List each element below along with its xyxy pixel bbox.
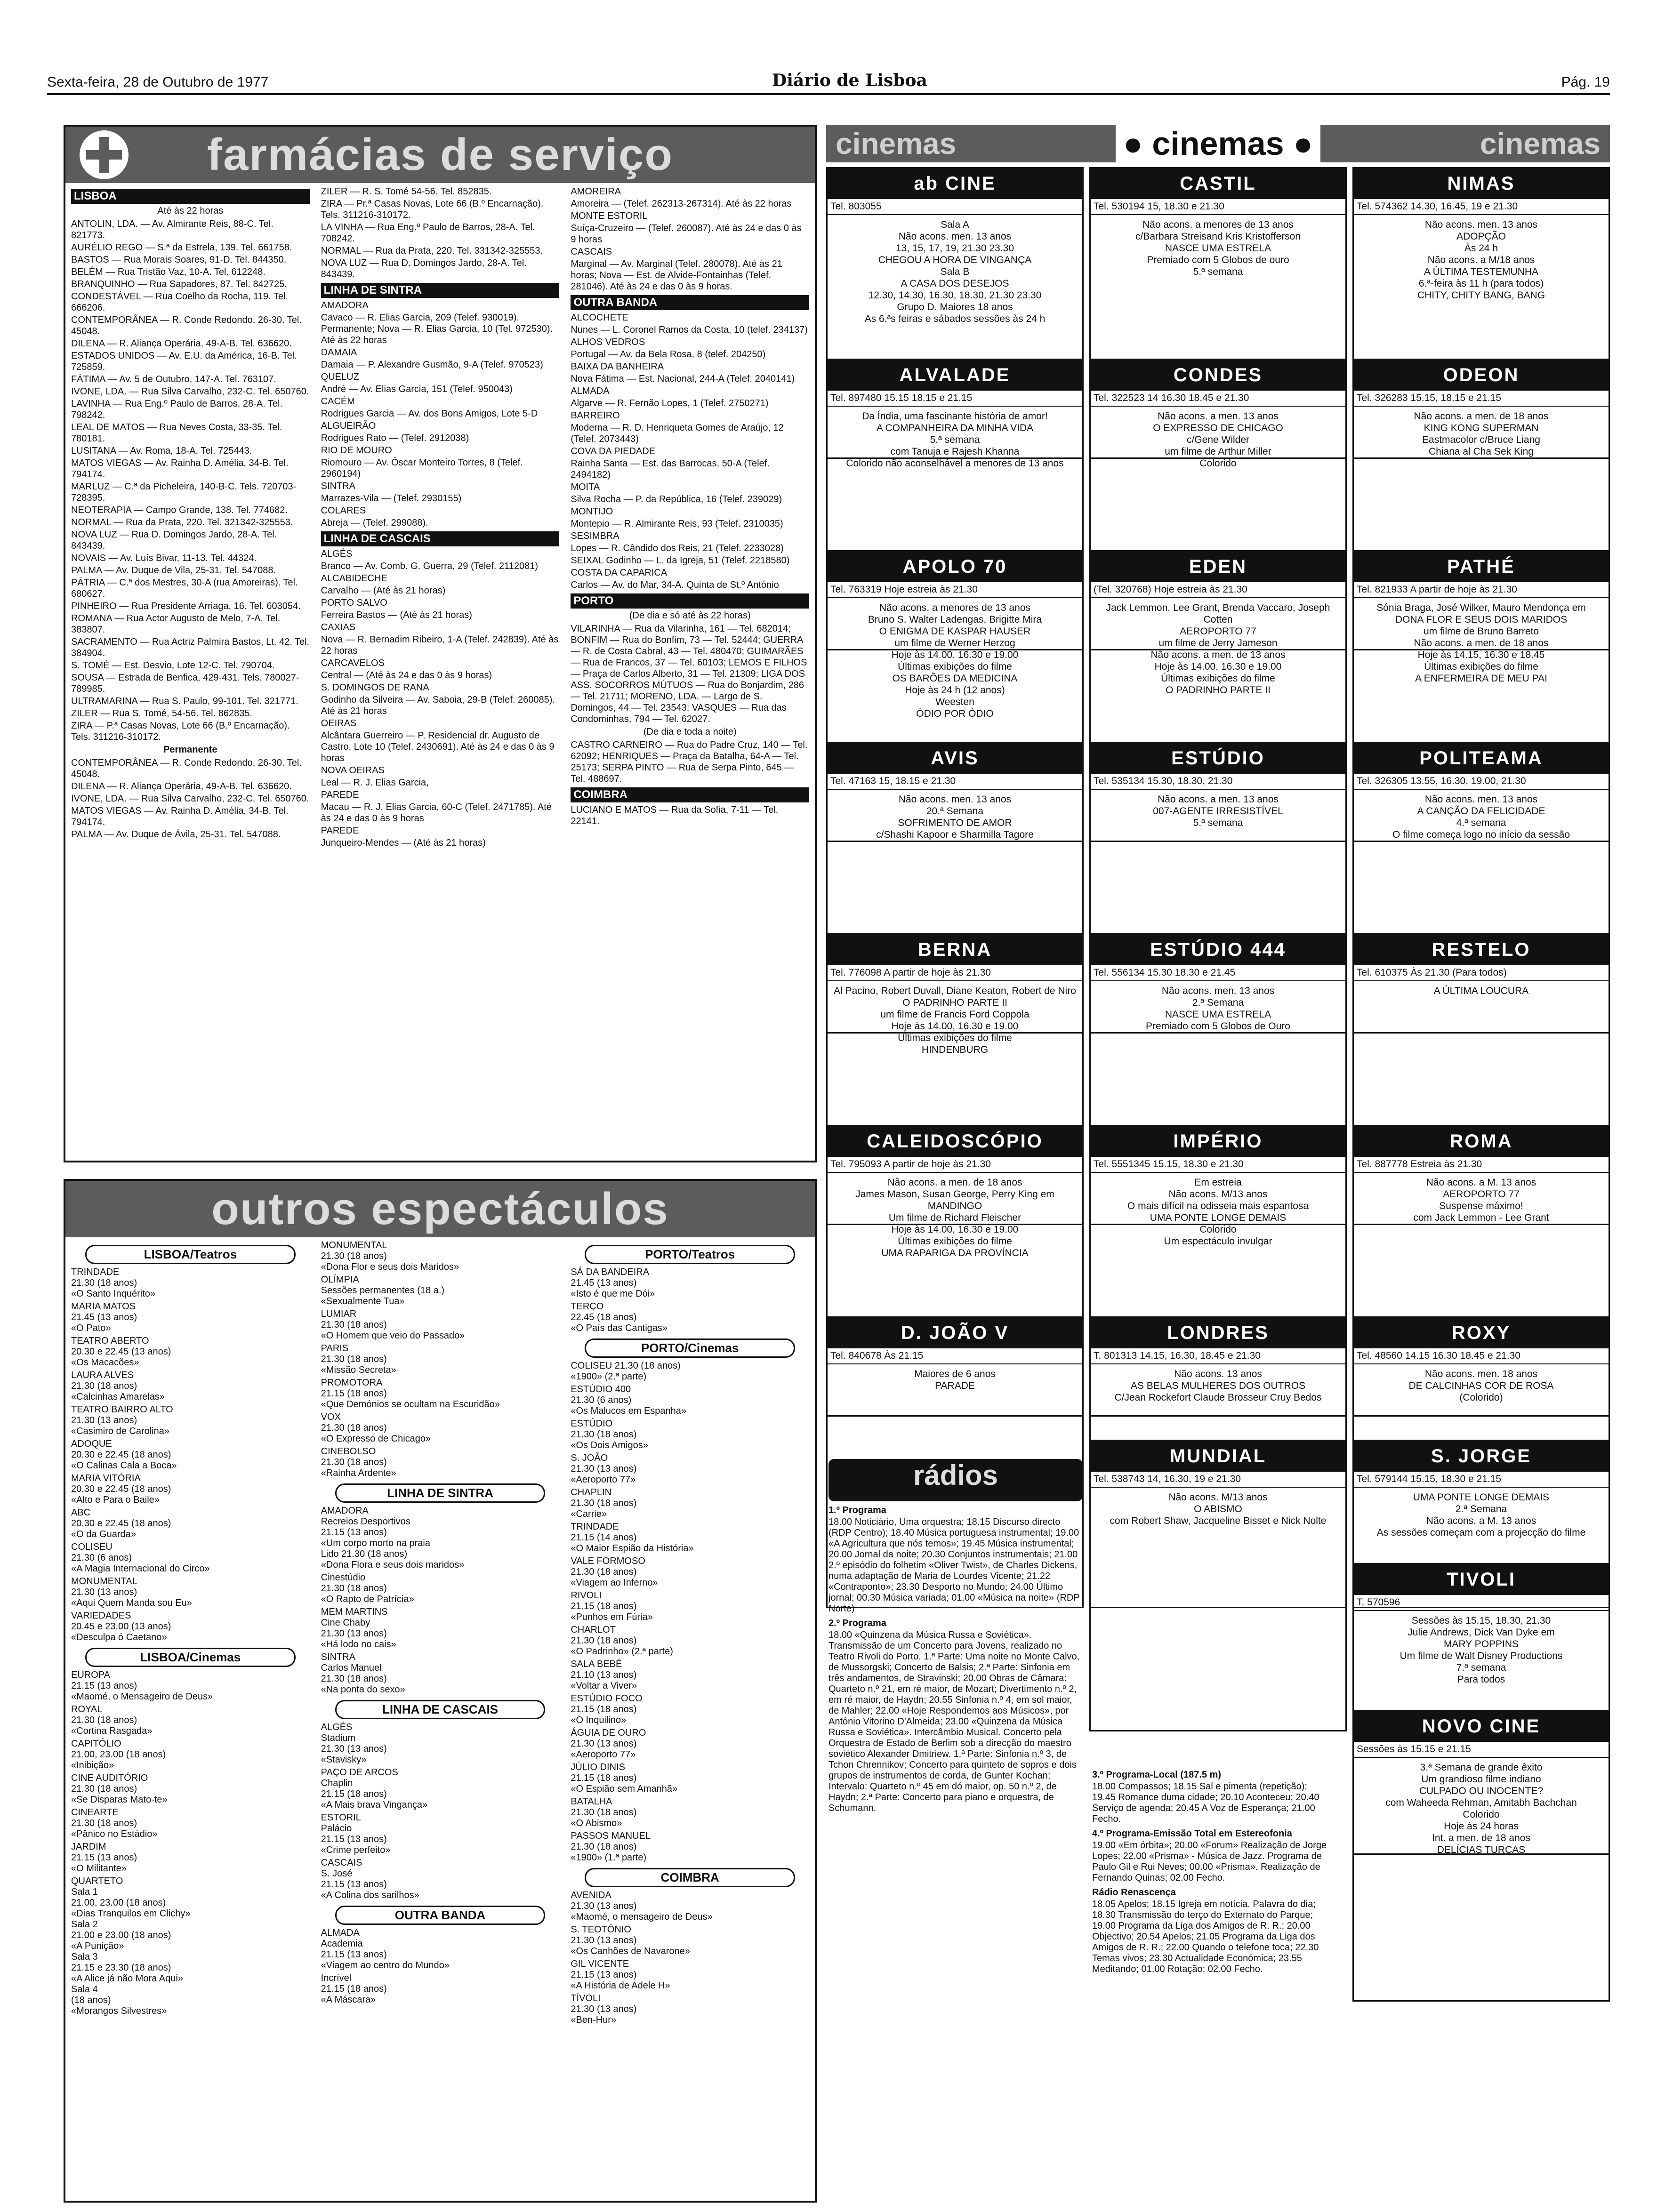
- pharmacy-entry: Moderna — R. D. Henriqueta Gomes de Araújo, 12 (Telef. 2073443): [571, 423, 784, 444]
- lisboa-teatros-heading: LISBOA/Teatros: [85, 1245, 296, 1264]
- cinema-name: ROMA: [1354, 1126, 1609, 1157]
- pharmacy-entry: DILENA — R. Aliança Operária, 49-A-B. Tel. 636620.: [71, 338, 292, 349]
- cinema-tel: T. 570596: [1354, 1595, 1609, 1611]
- porto-list: VILARINHA — Rua da Vilarinha, 161 — Tel. 682014; BONFIM — Rua do Bonfim, 73 — Tel. 52444; GUERRA — R. de Costa Cabral, 43 — Tel. 480470; GUIMARÃES — Rua de Francos, 37 — Tel. 60103; LEMOS E FILHOS — Praça de Carlos Alberto, 31 — Tel. 21309; LIGA DOS ASS. SOCORROS MÚTUOS — Rua do Bonjardim, 286 — Tel. 21711; MORENO, LDA. — Largo de S. Domingos, 44 — Tel. 23543; VASQUES — Rua das Condominhas, 794 — Tel. 62027.: [571, 624, 807, 724]
- radio-p5-heading: Rádio Renascença: [1092, 1887, 1176, 1898]
- porto-subtitle: (De dia e só até às 22 horas): [629, 610, 751, 621]
- shows-section: [64, 1179, 817, 2203]
- show-entry: TEATRO ABERTO 20.30 e 22.45 (13 anos) «Os Macacões»: [71, 1336, 171, 1368]
- show-entry: TRINDADE 21.30 (18 anos) «O Santo Inquérito»: [71, 1267, 156, 1299]
- pharmacies-col-2: [315, 183, 565, 852]
- cinema-program: Não acons. men. 13 anos A CANÇÃO DA FELICIDADE 4.ª semana O filme começa logo no início da sessão: [1392, 794, 1570, 840]
- pharmacy-entry: Nova Fátima — Est. Nacional, 244-A (Telef. 2040141): [571, 374, 795, 384]
- cinema-name: D. JOÃO V: [828, 1318, 1082, 1348]
- show-entry: ESTÚDIO FOCO 21.15 (18 anos) «O Inquilino»: [571, 1693, 643, 1725]
- cinema-program: Em estreia Não acons. M/13 anos O mais difícil na odisseia mais espantosa UMA PONTE LONGE DEMAIS Colorido Um espectáculo invulgar: [1127, 1177, 1309, 1247]
- cinema-name: S. JORGE: [1354, 1441, 1609, 1472]
- cinema-program: Não acons. men. 18 anos DE CALCINHAS COR DE ROSA (Colorido): [1408, 1369, 1554, 1403]
- cinema-tel: Tel. 5551345 15.15, 18.30 e 21.30: [1091, 1157, 1345, 1173]
- show-entry: OLÍMPIA Sessões permanentes (18 a.) «Sexualmente Tua»: [321, 1274, 445, 1306]
- show-entry: JARDIM 21.15 (13 anos) «O Militante»: [71, 1842, 137, 1874]
- cinema-name: ODEON: [1354, 360, 1609, 391]
- shows-banda-heading: OUTRA BANDA: [335, 1906, 546, 1925]
- cinema-name: RESTELO: [1354, 935, 1609, 965]
- show-entry: MARIA MATOS 21.45 (13 anos) «O Pato»: [71, 1301, 137, 1333]
- pharmacy-entry: PAREDE: [321, 825, 359, 836]
- pharmacy-entry: DAMAIA: [321, 347, 357, 358]
- show-entry: SINTRA Carlos Manuel 21.30 (18 anos) «Na ponta do sexo»: [321, 1652, 405, 1695]
- cinemas-banner-left: cinemas: [836, 127, 957, 160]
- pharmacy-entry: PÁTRIA — C.ª dos Mestres, 30-A (rua Amoreiras). Tel. 680627.: [71, 577, 298, 599]
- cinema-tel: Sessões às 15.15 e 21.15: [1354, 1742, 1609, 1758]
- pharmacy-entry: SEIXAL Godinho — L. da Igreja, 51 (Telef. 2218580): [571, 555, 790, 566]
- cinema-tel: Tel. 322523 14 16.30 18.45 e 21.30: [1091, 391, 1345, 407]
- show-entry: CHARLOT 21.30 (18 anos) «O Padrinho» (2.ª parte): [571, 1625, 673, 1657]
- pharmacy-entry: Portugal — Av. da Bela Rosa, 8 (telef. 204250): [571, 349, 766, 360]
- pharmacy-entry: BRANQUINHO — Rua Sapadores, 87. Tel. 842725.: [71, 279, 287, 289]
- porto-heading: PORTO: [571, 593, 809, 609]
- pharmacy-entry: Marginal — Av. Marginal (Telef. 280078). Até às 21 horas; Nova — Est. de Alvide-Fontainhas (Telef. 281046). Até às 24 e das 0 às 9 horas.: [571, 259, 782, 292]
- lisboa-cinemas-heading: LISBOA/Cinemas: [85, 1648, 296, 1667]
- pharmacy-entry: ALHOS VEDROS: [571, 337, 645, 347]
- cinema-program: Da Índia, uma fascinante história de amor! A COMPANHEIRA DA MINHA VIDA 5.ª semana com Tanuja e Rajesh Khanna Colorido não aconselhável a menores de 13 anos: [846, 411, 1064, 469]
- pharmacy-entry: ALGUEIRÃO: [321, 421, 376, 431]
- show-entry: ÁGUIA DE OURO 21.30 (13 anos) «Aeroporto 77»: [571, 1728, 646, 1760]
- cinema-name: ESTÚDIO: [1091, 743, 1345, 774]
- pharmacy-entry: QUELUZ: [321, 372, 359, 382]
- radio-p4: 19.00 «Em órbita»; 20.00 «Forum» Realização de Jorge Lopes; 22.00 «Prisma» - Música de Jazz. Programa de Paulo Gil e Rui Neves; 00.00 «Prisma». Realização de Fernando Quinas; 02.00 Fecho.: [1092, 1840, 1327, 1883]
- show-entry: CINEBOLSO 21.30 (18 anos) «Rainha Ardente»: [321, 1446, 396, 1478]
- show-entry: TÍVOLI 21.30 (13 anos) «Ben-Hur»: [571, 1993, 637, 2025]
- pharmacy-entry: CASCAIS: [571, 247, 612, 257]
- pharmacy-entry: Marrazes-Vila — (Telef. 2930155): [321, 493, 462, 504]
- pharmacy-entry: CONTEMPORÂNEA — R. Conde Redondo, 26-30. Tel. 45048.: [71, 315, 302, 337]
- pharmacy-entry: Algarve — R. Fernão Lopes, 1 (Telef. 2750271): [571, 398, 769, 409]
- cinema-program: Não acons. M/13 anos O ABISMO com Robert Shaw, Jacqueline Bisset e Nick Nolte: [1110, 1492, 1327, 1526]
- show-entry: CASCAIS S. José 21.15 (13 anos) «A Colina dos sarilhos»: [321, 1858, 419, 1900]
- show-entry: PARIS 21.30 (18 anos) «Missão Secreta»: [321, 1343, 396, 1375]
- show-entry: RIVOLI 21.15 (18 anos) «Punhos em Fúria»: [571, 1590, 653, 1622]
- cinema-program: Não acons. men. 13 anos 2.ª Semana NASCE UMA ESTRELA Premiado com 5 Globos de Ouro: [1146, 986, 1290, 1032]
- pharmacy-entry: Rodrigues Rato — (Telef. 2912038): [321, 433, 469, 443]
- radio-section: [828, 1459, 1083, 2203]
- pharmacy-entry: IVONE, LDA. — Rua Silva Carvalho, 232-C. Tel. 650760.: [71, 386, 309, 397]
- pharmacy-entry: MONTIJO: [571, 506, 613, 517]
- banda-heading: OUTRA BANDA: [571, 295, 809, 310]
- pharmacy-entry: Godinho da Silveira — Av. Saboia, 29-B (Telef. 260085). Até às 21 horas: [321, 695, 555, 716]
- pharmacy-entry: ANTOLIN, LDA. — Av. Almirante Reis, 88-C. Tel. 821773.: [71, 219, 273, 240]
- porto-subtitle-2: (De dia e toda a noite): [643, 727, 737, 737]
- masthead: Diário de Lisboa: [772, 71, 927, 90]
- page-header: [47, 71, 1610, 95]
- show-entry: PROMOTORA 21.15 (18 anos) «Que Demónios se ocultam na Escuridão»: [321, 1378, 500, 1410]
- show-entry: ADOQUE 20.30 e 22.45 (18 anos) «O Calinas Cala a Boca»: [71, 1439, 177, 1471]
- show-entry: ABC 20.30 e 22.45 (18 anos) «O da Guarda»: [71, 1507, 171, 1539]
- porto-cinemas-heading: PORTO/Cinemas: [585, 1338, 795, 1358]
- pharmacy-entry: SESIMBRA: [571, 531, 619, 541]
- cinema-tel: Tel. 803055: [828, 199, 1082, 215]
- cinema-name: PATHÉ: [1354, 552, 1609, 582]
- cinema-program: Sónia Braga, José Wilker, Mauro Mendonça em DONA FLOR E SEUS DOIS MARIDOS um filme de Bruno Barreto Não acons. a men. de 18 anos Hoje às 14.15, 16.30 e 18.45 Últimas exibições do filme A ENFERMEIRA DE MEU PAI: [1376, 602, 1586, 684]
- pharmacy-entry: Branco — Av. Comb. G. Guerra, 29 (Telef. 2112081): [321, 561, 539, 571]
- cinema-name: APOLO 70: [828, 552, 1082, 582]
- show-entry: ALGÉS Stadium 21.30 (13 anos) «Stavisky»: [321, 1722, 387, 1765]
- pharmacy-entry: IVONE, LDA. — Rua Silva Carvalho, 232-C. Tel. 650760.: [71, 793, 309, 804]
- permanent-heading: Permanente: [163, 745, 217, 755]
- pharmacy-entry: Carvalho — (Até às 21 horas): [321, 585, 446, 596]
- pharmacy-entry: Montepio — R. Almirante Reis, 93 (Telef. 2310035): [571, 519, 783, 529]
- cinema-program: UMA PONTE LONGE DEMAIS 2.ª Semana Não acons. a M. 13 anos As sessões começam com a projecção do filme: [1376, 1492, 1586, 1538]
- issue-date: Sexta-feira, 28 de Outubro de 1977: [47, 74, 269, 90]
- show-entry: MONUMENTAL 21.30 (13 anos) «Aqui Quem Manda sou Eu»: [71, 1576, 192, 1608]
- cinema-name: TIVOLI: [1354, 1564, 1609, 1595]
- pharmacy-entry: Alcântara Guerreiro — P. Residencial dr. Augusto de Castro, Lote 10 (Telef. 2430691). Até às 24 e das 0 às 9 horas: [321, 730, 555, 763]
- cinemas-banner-right: cinemas: [1480, 127, 1601, 160]
- pharmacy-entry: BELÉM — Rua Tristão Vaz, 10-A. Tel. 612248.: [71, 267, 265, 277]
- porto-list-2: CASTRO CARNEIRO — Rua do Padre Cruz, 140 — Tel. 62092; HENRIQUES — Praça da Batalha, 64-A — Tel. 25173; SERPA PINTO — Rua de Serpa Pinto, 645 — Tel. 488697.: [571, 740, 808, 784]
- pharmacy-entry: Junqueiro-Mendes — (Até às 21 horas): [321, 838, 486, 848]
- cinema-name: NOVO CINE: [1354, 1711, 1609, 1742]
- radio-p5: 18.05 Apelos; 18.15 Igreja em notícia. Palavra do dia; 18.30 Transmissão do terço do Externato do Parque; 19.00 Programa da Liga dos Amigos de R. R.; 20.00 Objectivo; 20.54 Apelos; 21.05 Programa da Liga dos Amigos de R. R.; 22.00 Quando o telefone toca; 22.30 Temas vivos; 23.30 Actualidade Económica; 23.55 Meditando; 01.00 Rotação; 02.00 Fecho.: [1092, 1899, 1319, 1974]
- cinema-name: IMPÉRIO: [1091, 1126, 1345, 1157]
- pharmacy-entry: AMADORA: [321, 300, 369, 311]
- pharmacy-entry: Silva Rocha — P. da República, 16 (Telef. 239029): [571, 494, 782, 505]
- cinema-program: Não acons. a men. 13 anos 007-AGENTE IRRESISTÍVEL 5.ª semana: [1153, 794, 1283, 828]
- pharmacy-entry: NOVA LUZ — Rua D. Domingos Jardo, 28-A. Tel. 843439.: [321, 258, 527, 280]
- show-entry: JÚLIO DINIS 21.15 (18 anos) «O Espião sem Amanhã»: [571, 1762, 678, 1794]
- cinema-tel: (Tel. 320768) Hoje estreia às 21.30: [1091, 582, 1345, 598]
- cinema-tel: Tel. 776098 A partir de hoje às 21.30: [828, 965, 1082, 981]
- show-entry: VOX 21.30 (18 anos) «O Expresso de Chicago»: [321, 1412, 431, 1444]
- pharmacy-entry: Cavaco — R. Elias Garcia, 209 (Telef. 930019). Permanente; Nova — R. Elias Garcia, 10 (Tel. 972530). Até às 22 horas: [321, 313, 553, 345]
- cinema-tel: Tel. 610375 Às 21.30 (Para todos): [1354, 965, 1609, 981]
- cinema-name: ab CINE: [828, 168, 1082, 199]
- pharmacy-entry: SACRAMENTO — Rua Actriz Palmira Bastos, Lt. 42. Tel. 384904.: [71, 637, 310, 658]
- pharmacy-entry: CARCAVELOS: [321, 658, 385, 668]
- cinema-program: Não acons. a menores de 13 anos Bruno S. Walter Ladengas, Brigitte Mira O ENIGMA DE KASPAR HAUSER um filme de Werner Herzog Hoje às 14.00, 16.30 e 19.00 Últimas exibições do filme OS BARÕES DA MEDICINA Hoje às 24 h (12 anos) Weesten ÓDIO POR ÓDIO: [868, 602, 1042, 719]
- show-entry: TRINDADE 21.15 (14 anos) «O Maior Espião da História»: [571, 1522, 694, 1554]
- show-entry: ALMADA Academia 21.15 (13 anos) «Viagem ao centro do Mundo»: [321, 1928, 450, 1971]
- cinema-name: CASTIL: [1091, 168, 1345, 199]
- pharmacy-entry: NOVA LUZ — Rua D. Domingos Jardo, 28-A. Tel. 843439.: [71, 529, 277, 551]
- pharmacy-entry: Amoreira — (Telef. 262313-267314). Até às 22 horas: [571, 199, 792, 209]
- cinema-program: Não acons. a M. 13 anos AEROPORTO 77 Suspense máximo! com Jack Lemmon - Lee Grant: [1413, 1177, 1549, 1223]
- show-entry: VALE FORMOSO 21.30 (18 anos) «Viagem ao Inferno»: [571, 1556, 658, 1588]
- radio-banner: rádios: [828, 1459, 1083, 1501]
- pharmacy-entry: PALMA — Av. Duque de Vila, 25-31. Tel. 547088.: [71, 565, 276, 576]
- pharmacy-entry: ZIRA — P.ª Casas Novas, Lote 66 (B.º Encarnação). Tels. 311216-310172.: [71, 721, 290, 742]
- pharmacy-entry: ESTADOS UNIDOS — Av. E.U. da América, 16-B. Tel. 725859.: [71, 351, 297, 372]
- cinemas-banner-center: ● cinemas ●: [1116, 125, 1321, 162]
- radio-p2-heading: 2.º Programa: [828, 1618, 886, 1628]
- cinema-name: LONDRES: [1091, 1318, 1345, 1348]
- cinema-program: Maiores de 6 anos PARADE: [914, 1369, 996, 1391]
- radio-p3-heading: 3.º Programa-Local (187.5 m): [1092, 1770, 1222, 1780]
- cinema-name: ROXY: [1354, 1318, 1609, 1348]
- radio-p4-heading: 4.º Programa-Emissão Total em Estereofonia: [1092, 1828, 1292, 1839]
- pharmacy-entry: CACÉM: [321, 396, 355, 407]
- cinema-program: Não acons. men. 13 anos 20.ª Semana SOFRIMENTO DE AMOR c/Shashi Kapoor e Sharmilla Tagore: [876, 794, 1034, 840]
- cinema-program: Jack Lemmon, Lee Grant, Brenda Vaccaro, Joseph Cotten AEROPORTO 77 um filme de Jerry Jameson Não acons. a men. de 13 anos Hoje às 14.00, 16.30 e 19.00 Últimas exibições do filme O PADRINHO PARTE II: [1106, 602, 1330, 696]
- pharmacy-entry: Riomouro — Av. Óscar Monteiro Torres, 8 (Telef. 2960194): [321, 457, 523, 479]
- show-entry: CINE AUDITÓRIO 21.30 (18 anos) «Se Disparas Mato-te»: [71, 1773, 168, 1805]
- pharmacy-entry: MATOS VIEGAS — Av. Rainha D. Amélia, 34-B. Tel. 794174.: [71, 458, 289, 480]
- pharmacy-entry: NOVAIS — Av. Luís Bivar, 11-13. Tel. 44324.: [71, 553, 257, 563]
- show-entry: PAÇO DE ARCOS Chaplin 21.15 (18 anos) «A Mais brava Vingança»: [321, 1767, 428, 1810]
- show-entry: CAPITÓLIO 21.00, 23.00 (18 anos) «Inibição»: [71, 1739, 166, 1771]
- cinema-program: Não acons. a menores de 13 anos c/Barbara Streisand Kris Kristofferson NASCE UMA ESTRELA Premiado com 5 Globos de ouro 5.ª semana: [1135, 219, 1301, 277]
- pharmacy-entry: MONTE ESTORIL: [571, 211, 648, 221]
- show-entry: MARIA VITÓRIA 20.30 e 22.45 (18 anos) «Alto e Para o Baile»: [71, 1473, 171, 1505]
- radio-p2: 18.00 «Quinzena da Música Russa e Soviética». Transmissão de um Concerto para Jovens, realizado no Teatro Rivoli do Porto. 1.ª Parte: Uma noite no Monte Calvo, de Mussorgski; Concerto de Balsis; 2.ª Parte: Sinfonia em três andamentos, de Stravinski; 20.00 Obras de Câmara: Quarteto n.º 21, em ré maior, de Mozart; Divertimento n.º 2, em ré maior, de Haydn; 20.55 Sinfonia n.º 4, em sol maior, de Mahler; 22.00 «Hoje Respondemos aos Músicos», por António Vitorino D'Almeida; 23.00 «Quinzena da Música Russa e Soviética». Intercâmbio Musical. Concerto pela Orquestra de Estado de Berlim sob a direcção do maestro soviético Alexander Dmitriew. 1.ª Parte: Sinfonia n.º 3, de Tchon Chrennikov; Concerto para quinteto de sopros e dois grupos de instrumentos de corda, de Gunter Kochan; Intervalo: Quarteto n.º 45 em dó maior, op. 50 n.º 2, de Haydn; 2.ª Parte: Concerto para piano e orquestra, de Schumann.: [828, 1630, 1080, 1813]
- pharmacy-entry: Rainha Santa — Est. das Barrocas, 50-A (Telef. 2494182): [571, 458, 770, 480]
- pharmacy-entry: CONTEMPORÂNEA — R. Conde Redondo, 26-30. Tel. 45048.: [71, 758, 302, 779]
- cinema-tel: Tel. 326283 15.15, 18.15 e 21.15: [1354, 391, 1609, 407]
- shows-col-2: [315, 1237, 565, 2030]
- show-entry: ESTORIL Palácio 21.15 (13 anos) «Crime perfeito»: [321, 1812, 391, 1855]
- pharmacy-entry: LA VINHA — Rua Eng.º Paulo de Barros, 28-A. Tel. 708242.: [321, 222, 535, 244]
- cinema-card: [1089, 1440, 1347, 1731]
- show-entry: MEM MARTINS Cine Chaby 21.30 (13 anos) «Há lodo no cais»: [321, 1607, 396, 1650]
- show-entry: CINEARTE 21.30 (18 anos) «Pânico no Estádio»: [71, 1807, 158, 1839]
- pharmacy-entry: ULTRAMARINA — Rua S. Paulo, 99-101. Tel. 321771.: [71, 696, 298, 706]
- pharmacy-entry: Macau — R. J. Elias Garcia, 60-C (Telef. 2471785). Até às 24 e das 0 às 9 horas: [321, 802, 552, 824]
- pharmacy-entry: FÁTIMA — Av. 5 de Outubro, 147-A. Tel. 763107.: [71, 374, 276, 385]
- show-entry: COLISEU 21.30 (6 anos) «A Magia Internacional do Circo»: [71, 1542, 210, 1574]
- cinema-tel: Tel. 326305 13.55, 16.30, 19.00, 21.30: [1354, 774, 1609, 790]
- pharmacy-entry: CONDESTÁVEL — Rua Coelho da Rocha, 119. Tel. 666206.: [71, 291, 288, 313]
- show-entry: TEATRO BAIRRO ALTO 21.30 (13 anos) «Casimiro de Carolina»: [71, 1404, 173, 1436]
- cinema-tel: T. 801313 14.15, 16.30, 18.45 e 21.30: [1091, 1348, 1345, 1364]
- show-entry: ESTÚDIO 400 21.30 (6 anos) «Os Malucos em Espanha»: [571, 1384, 687, 1416]
- pharmacies-section: [64, 125, 817, 1162]
- shows-col-1: [65, 1237, 315, 2030]
- porto-teatros-heading: PORTO/Teatros: [585, 1245, 795, 1264]
- shows-sintra-heading: LINHA DE SINTRA: [335, 1483, 546, 1503]
- show-entry: BATALHA 21.30 (18 anos) «O Abismo»: [571, 1796, 637, 1828]
- show-entry: MONUMENTAL 21.30 (18 anos) «Dona Flor e seus dois Maridos»: [321, 1240, 459, 1272]
- cinema-program: Sala A Não acons. men. 13 anos 13, 15, 17, 19, 21.30 23.30 CHEGOU A HORA DE VINGANÇA Sala B A CASA DOS DESEJOS 12.30, 14.30, 16.30, 18.30, 21.30 23.30 Grupo D. Maiores 18 anos As 6.ªs feiras e sábados sessões às 24 h: [864, 219, 1046, 324]
- pharmacy-entry: ALCABIDECHE: [321, 573, 387, 584]
- cinema-name: CALEIDOSCÓPIO: [828, 1126, 1082, 1157]
- pharmacy-entry: NORMAL — Rua da Prata, 220. Tel. 331342-325553.: [321, 246, 543, 256]
- pharmacy-entry: PALMA — Av. Duque de Ávila, 25-31. Tel. 547088.: [71, 829, 281, 840]
- show-entry: ESTÚDIO 21.30 (18 anos) «Os Dois Amigos»: [571, 1419, 648, 1451]
- pharmacy-entry: PORTO SALVO: [321, 598, 387, 608]
- cinema-program: Não acons. men. 13 anos ADOPÇÃO Às 24 h Não acons. a M/18 anos A ÚLTIMA TESTEMUNHA 6.ª-feira às 11 h (para todos) CHITY, CHITY BANG, BANG: [1417, 219, 1545, 301]
- pharmacy-entry: ALCOCHETE: [571, 313, 628, 323]
- pharmacy-entry: S. TOMÉ — Est. Desvio, Lote 12-C. Tel. 790704.: [71, 660, 275, 671]
- cinema-tel: Tel. 47163 15, 18.15 e 21.30: [828, 774, 1082, 790]
- cinema-name: BERNA: [828, 935, 1082, 965]
- shows-cascais-heading: LINHA DE CASCAIS: [335, 1700, 546, 1719]
- show-entry: COLISEU 21.30 (18 anos) «1900» (2.ª parte): [571, 1361, 681, 1382]
- pharmacy-entry: Lopes — R. Cândido dos Reis, 21 (Telef. 2233028): [571, 543, 784, 553]
- cinema-program: Não acons. a men. de 18 anos James Mason, Susan George, Perry King em MANDINGO Um filme de Richard Fleischer Hoje às 14.00, 16.30 e 19.00 Últimas exibições do filme UMA RAPARIGA DA PROVÍNCIA: [855, 1177, 1054, 1258]
- pharmacy-entry: Rodrigues Garcia — Av. dos Bons Amigos, Lote 5-D: [321, 409, 538, 419]
- pharmacy-entry: BARREIRO: [571, 410, 620, 421]
- lisboa-heading: LISBOA: [71, 189, 310, 204]
- show-entry: AVENIDA 21.30 (13 anos) «Maomé, o mensageiro de Deus»: [571, 1890, 713, 1922]
- pharmacy-entry: PAREDE: [321, 790, 359, 800]
- show-entry: EUROPA 21.15 (13 anos) «Maomé, o Mensageiro de Deus»: [71, 1670, 213, 1702]
- cinema-name: ALVALADE: [828, 360, 1082, 391]
- pharmacy-entry: DILENA — R. Aliança Operária, 49-A-B. Tel. 636620.: [71, 781, 292, 792]
- show-entry: LUMIAR 21.30 (18 anos) «O Homem que veio do Passado»: [321, 1309, 465, 1341]
- cinema-name: MUNDIAL: [1091, 1441, 1345, 1472]
- pharmacy-entry: SOUSA — Estrada de Benfica, 429-431. Tels. 780027-789985.: [71, 673, 299, 694]
- lisboa-subtitle: Até às 22 horas: [157, 206, 224, 216]
- pharmacy-entry: LEAL DE MATOS — Rua Neves Costa, 33-35. Tel. 780181.: [71, 422, 282, 444]
- cinemas-banner: [826, 125, 1610, 162]
- pharmacy-entry: André — Av. Elias Garcia, 151 (Telef. 950043): [321, 384, 513, 394]
- pharmacy-entry: Ferreira Bastos — (Até às 21 horas): [321, 610, 472, 620]
- cinema-program: Sessões às 15.15, 18.30, 21.30 Julie Andrews, Dick Van Dyke em MARY POPPINS Um filme de Walt Disney Productions 7.ª semana Para todos: [1400, 1615, 1563, 1685]
- pharmacy-entry: Carlos — Av. do Mar, 34-A. Quinta de St.º António: [571, 580, 779, 590]
- pharmacy-entry: SINTRA: [321, 481, 356, 491]
- pharmacy-entry: AMOREIRA: [571, 186, 621, 197]
- cinema-tel: Tel. 840678 Às 21.15: [828, 1348, 1082, 1364]
- pharmacy-cross-icon: [80, 130, 129, 179]
- pharmacy-entry: COSTA DA CAPARICA: [571, 568, 668, 578]
- show-entry: VARIEDADES 20.45 e 23.00 (13 anos) «Desculpa ó Caetano»: [71, 1611, 171, 1643]
- cinema-name: CONDES: [1091, 360, 1345, 391]
- show-entry: S. JOÃO 21.30 (13 anos) «Aeroporto 77»: [571, 1453, 637, 1485]
- cinema-tel: Tel. 48560 14.15 16.30 18.45 e 21.30: [1354, 1348, 1609, 1364]
- coimbra-heading: COIMBRA: [571, 787, 809, 802]
- pharmacy-entry: NORMAL — Rua da Prata, 220. Tel. 321342-325553.: [71, 517, 293, 528]
- show-entry: SALA BEBÉ 21.10 (13 anos) «Voltar a Viver»: [571, 1659, 637, 1691]
- show-entry: LAURA ALVES 21.30 (18 anos) «Calcinhas Amarelas»: [71, 1370, 165, 1402]
- pharmacy-entry: BAIXA DA BANHEIRA: [571, 361, 664, 372]
- pharmacy-entry: Damaia — P. Alexandre Gusmão, 9-A (Telef. 970523): [321, 360, 543, 370]
- show-entry: Cinestúdio 21.30 (18 anos) «O Rapto de Patrícia»: [321, 1572, 414, 1604]
- cinema-tel: Tel. 897480 15.15 18.15 e 21.15: [828, 391, 1082, 407]
- pharmacy-entry: Abreja — (Telef. 299088).: [321, 518, 428, 528]
- pharmacy-entry: ZILER — Rua S. Tomé, 54-56. Tel. 862835.: [71, 708, 253, 719]
- pharmacy-entry: MOITA: [571, 482, 600, 492]
- cinema-tel: Tel. 887778 Estreia às 21.30: [1354, 1157, 1609, 1173]
- pharmacy-entry: NEOTERAPIA — Campo Grande, 138. Tel. 774682.: [71, 505, 288, 515]
- radio-section-2: [1092, 1770, 1327, 2203]
- pharmacy-entry: ALGÉS: [321, 549, 353, 559]
- pharmacy-entry: MATOS VIEGAS — Av. Rainha D. Amélia, 34-B. Tel. 794174.: [71, 806, 289, 827]
- show-entry: SÁ DA BANDEIRA 21.45 (13 anos) «Isto é que me Dói»: [571, 1267, 655, 1299]
- pharmacies-banner-title: farmácias de serviço: [207, 129, 673, 180]
- pharmacy-entry: Nova — R. Bernadim Ribeiro, 1-A (Telef. 242839). Até às 22 horas: [321, 634, 559, 656]
- cinema-tel: Tel. 821933 A partir de hoje às 21.30: [1354, 582, 1609, 598]
- pharmacy-entry: RIO DE MOURO: [321, 445, 392, 456]
- pharmacy-entry: AURÉLIO REGO — S.ª da Estrela, 139. Tel. 661758.: [71, 242, 292, 253]
- shows-banner: [65, 1181, 815, 1237]
- cinema-program: Al Pacino, Robert Duvall, Diane Keaton, Robert de Niro O PADRINHO PARTE II um filme de Francis Ford Coppola Hoje às 14.00, 16.30 e 19.00 Últimas exibições do filme HINDENBURG: [834, 986, 1076, 1055]
- pharmacy-entry: BASTOS — Rua Morais Soares, 91-D. Tel. 844350.: [71, 255, 287, 265]
- cinema-tel: Tel. 556134 15.30 18.30 e 21.45: [1091, 965, 1345, 981]
- cinema-program: Não acons. a men. 13 anos O EXPRESSO DE CHICAGO c/Gene Wilder um filme de Arthur Miller Colorido: [1153, 411, 1283, 469]
- cinema-name: POLITEAMA: [1354, 743, 1609, 774]
- cinema-name: EDEN: [1091, 552, 1345, 582]
- show-entry: GIL VICENTE 21.15 (13 anos) «A História de Adele H»: [571, 1959, 670, 1991]
- cinemas-banner-center-text: cinemas: [1152, 125, 1284, 162]
- pharmacy-entry: COLARES: [321, 505, 366, 516]
- pharmacy-entry: Suíça-Cruzeiro — (Telef. 260087). Até às 24 e das 0 às 9 horas: [571, 223, 802, 245]
- show-entry: AMADORA Recreios Desportivos 21.15 (13 anos) «Um corpo morto na praia Lido 21.30 (18 anos) «Dona Flora e seus dois maridos»: [321, 1506, 465, 1570]
- cinema-program: A ÚLTIMA LOUCURA: [1433, 986, 1529, 996]
- coimbra-shows-heading: COIMBRA: [585, 1868, 795, 1887]
- cinema-card: [1352, 1710, 1610, 2002]
- show-entry: TERÇO 22.45 (18 anos) «O País das Cantigas»: [571, 1301, 668, 1333]
- cinema-name: NIMAS: [1354, 168, 1609, 199]
- pharmacy-entry: ALMADA: [571, 386, 610, 396]
- pharmacy-entry: LUSITANA — Av. Roma, 18-A. Tel. 725443.: [71, 446, 252, 456]
- page-number: Pág. 19: [1561, 74, 1610, 90]
- pharmacy-entry: MARLUZ — C.ª da Picheleira, 140-B-C. Tels. 720703-728395.: [71, 481, 297, 503]
- cinema-program: Não acons. 13 anos AS BELAS MULHERES DOS OUTROS C/Jean Rockefort Claude Brosseur Cruy Bedos: [1114, 1369, 1322, 1403]
- pharmacy-entry: NOVA OEIRAS: [321, 765, 385, 776]
- pharmacies-col-1: [65, 183, 315, 852]
- cascais-heading: LINHA DE CASCAIS: [321, 531, 560, 546]
- pharmacies-col-3: [565, 183, 815, 852]
- pharmacy-entry: COVA DA PIEDADE: [571, 446, 656, 457]
- cinema-program: Não acons. a men. de 18 anos KING KONG SUPERMAN Eastmacolor c/Bruce Liang Chiana al Cha Sek King: [1414, 411, 1549, 457]
- pharmacy-entry: ROMANA — Rua Actor Augusto de Melo, 7-A. Tel. 383807.: [71, 613, 281, 635]
- cinema-tel: Tel. 535134 15.30, 18.30, 21.30: [1091, 774, 1345, 790]
- cinema-tel: Tel. 538743 14, 16.30, 19 e 21.30: [1091, 1472, 1345, 1488]
- coimbra-list: LUCIANO E MATOS — Rua da Sofia, 7-11 — Tel. 22141.: [571, 805, 779, 826]
- sintra-heading: LINHA DE SINTRA: [321, 283, 560, 298]
- cinema-tel: Tel. 579144 15.15, 18.30 e 21.15: [1354, 1472, 1609, 1488]
- shows-banner-title: outros espectáculos: [211, 1184, 669, 1234]
- pharmacy-entry: Central — (Até às 24 e das 0 às 9 horas): [321, 670, 492, 681]
- pharmacy-entry: CAXIAS: [321, 622, 356, 633]
- pharmacy-entry: Leal — R. J. Elias Garcia,: [321, 777, 429, 788]
- pharmacies-banner: [65, 127, 815, 183]
- pharmacy-entry: LAVINHA — Rua Eng.º Paulo de Barros, 28-A. Tel. 798242.: [71, 399, 283, 420]
- show-entry: CHAPLIN 21.30 (18 anos) «Carrie»: [571, 1487, 637, 1519]
- pharmacy-entry: Nunes — L. Coronel Ramos da Costa, 10 (telef. 234137): [571, 325, 808, 335]
- radio-p1-heading: 1.º Programa: [828, 1505, 886, 1515]
- show-entry: Incrível 21.15 (18 anos) «A Máscara»: [321, 1973, 387, 2005]
- cinema-tel: Tel. 530194 15, 18.30 e 21.30: [1091, 199, 1345, 215]
- cinema-name: AVIS: [828, 743, 1082, 774]
- pharmacy-entry: ZILER — R. S. Tomé 54-56. Tel. 852835.: [321, 186, 492, 197]
- show-entry: PASSOS MANUEL 21.30 (18 anos) «1900» (1.ª parte): [571, 1831, 651, 1863]
- shows-col-3: [565, 1237, 815, 2030]
- show-entry: S. TEOTÓNIO 21.30 (13 anos) «Os Canhões de Navarone»: [571, 1924, 690, 1956]
- cinema-tel: Tel. 574362 14.30, 16.45, 19 e 21.30: [1354, 199, 1609, 215]
- pharmacy-entry: PINHEIRO — Rua Presidente Arriaga, 16. Tel. 603054.: [71, 601, 301, 611]
- pharmacy-entry: S. DOMINGOS DE RANA: [321, 682, 429, 693]
- cinema-program: 3.ª Semana de grande êxito Um grandioso filme indiano CULPADO OU INOCENTE? com Waheeda Rehman, Amitabh Bachchan Colorido Hoje às 24 horas Int. a men. de 18 anos DELÍCIAS TURCAS: [1385, 1762, 1577, 1855]
- cinema-name: ESTÚDIO 444: [1091, 935, 1345, 965]
- pharmacy-entry: OEIRAS: [321, 718, 357, 729]
- radio-p3: 18.00 Compassos; 18.15 Sal e pimenta (repetição); 19.45 Romance duma cidade; 20.10 Aconteceu; 20.40 Serviço de agenda; 20.45 A Voz de Esperança; 21.00 Fecho.: [1092, 1781, 1319, 1824]
- pharmacy-entry: ZIRA — Pr.ª Casas Novas, Lote 66 (B.º Encarnação). Tels. 311216-310172.: [321, 199, 544, 220]
- cinema-tel: Tel. 763319 Hoje estreia às 21.30: [828, 582, 1082, 598]
- radio-p1: 18.00 Noticiário, Uma orquestra; 18.15 Discurso directo (RDP Centro); 18.40 Música portuguesa instrumental; 19.00 «A Agricultura que nós temos»; 19.45 Música instrumental; 20.00 Jornal da noite; 20.30 Conjuntos instrumentais; 21.00 2.º episódio do folhetim «Oliver Twist», de Charles Dickens, numa adaptação de Maria de Lourdes Vicente; 21.22 «Contraponto»; 23.30 Desporto no Mundo; 24.00 Último jornal; 00.30 Música variada; 01.00 «Música na noite» (RDP Norte): [828, 1517, 1080, 1614]
- cinema-tel: Tel. 795093 A partir de hoje às 21.30: [828, 1157, 1082, 1173]
- show-entry: ROYAL 21.30 (18 anos) «Cortina Rasgada»: [71, 1704, 153, 1736]
- show-entry: QUARTETO Sala 1 21.00, 23.00 (18 anos) «Dias Tranquilos em Clichy» Sala 2 21.00 e 23.00 (18 anos) «A Punição» Sala 3 21.15 e 23.30 (18 anos) «A Alice já não Mora Aqui» Sala 4 (18 anos) «Morangos Silvestres»: [71, 1876, 191, 2016]
